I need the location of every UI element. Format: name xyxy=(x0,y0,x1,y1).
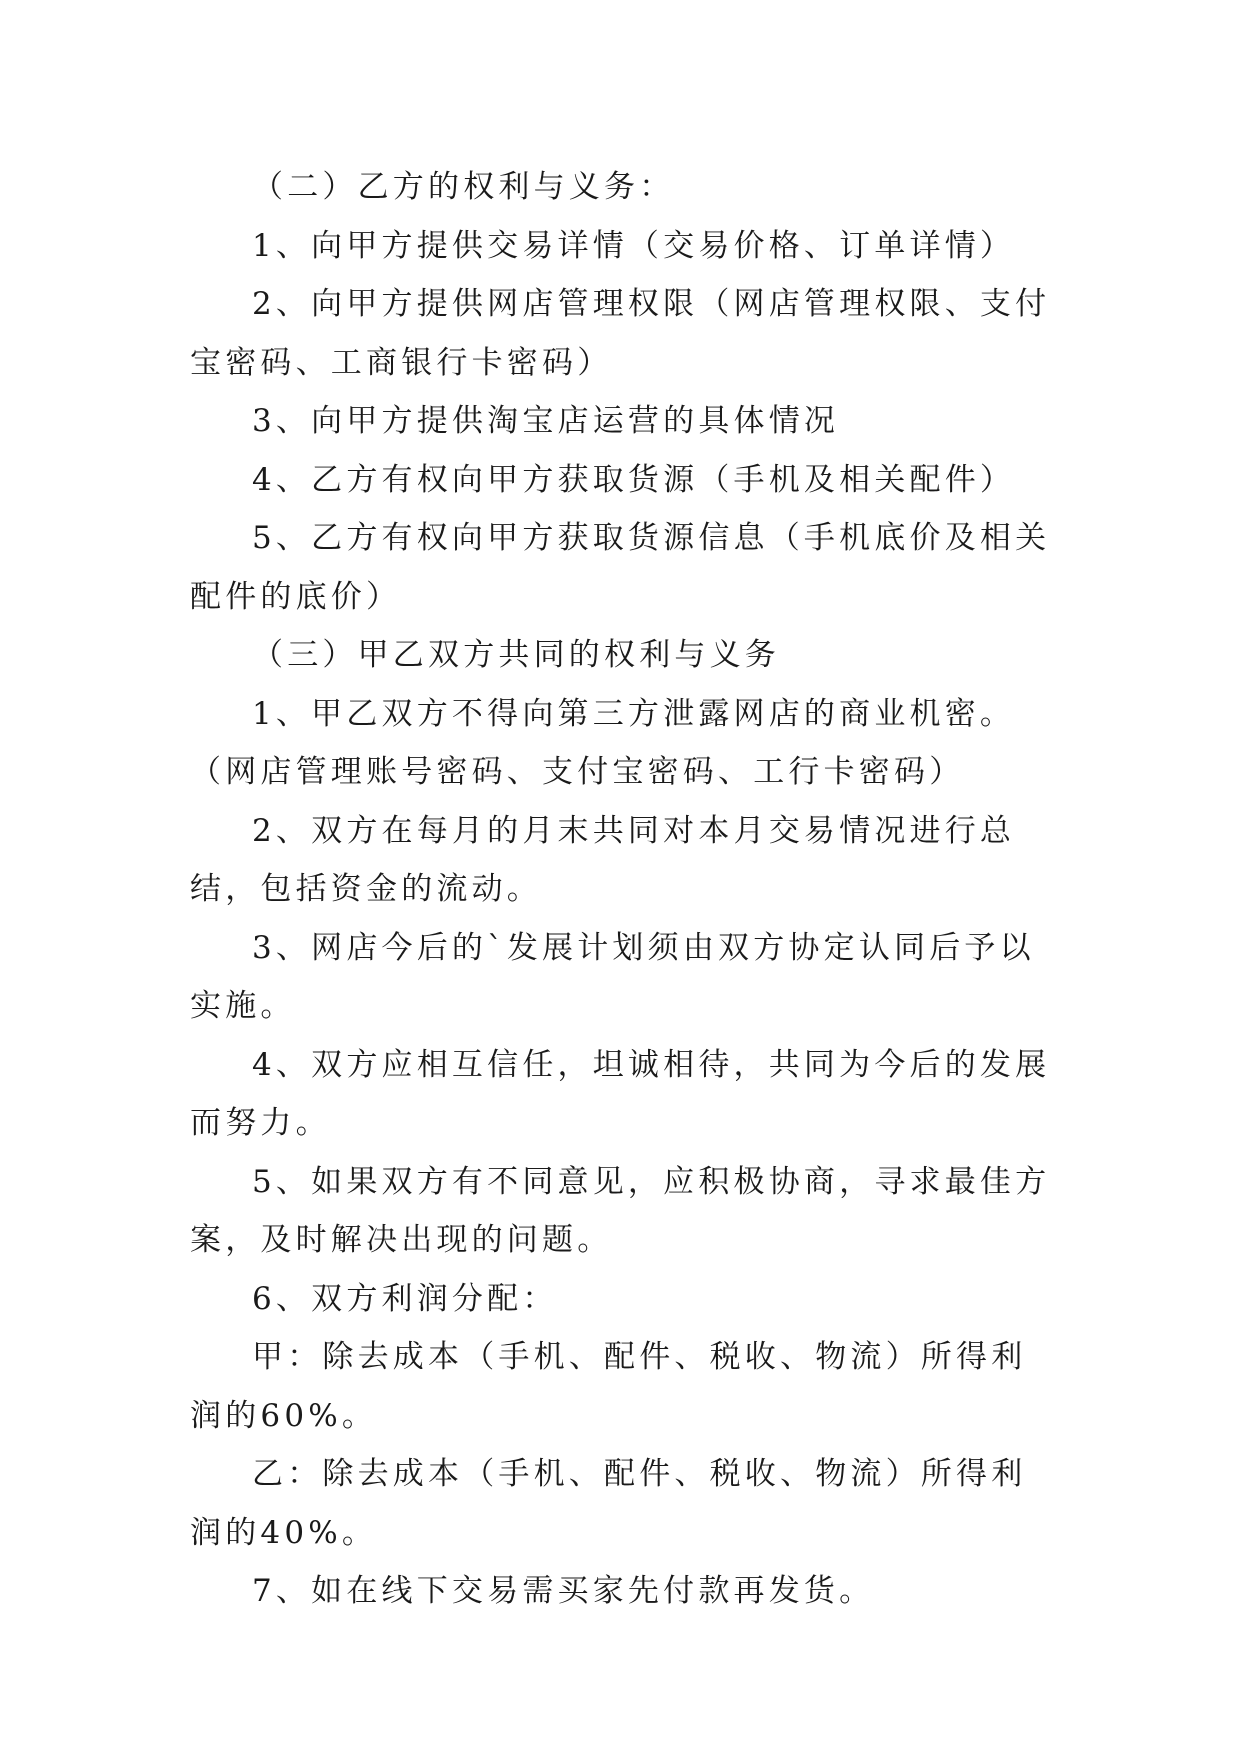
clause-3-4: 4、双方应相互信任，坦诚相待，共同为今后的发展而努力。 xyxy=(190,1046,1051,1141)
clause-3-6: 6、双方利润分配： xyxy=(252,1280,558,1317)
clause-2-1: 1、向甲方提供交易详情（交易价格、订单详情） xyxy=(252,227,1016,264)
clause-3-3: 3、网店今后的`发展计划须由双方协定认同后予以实施。 xyxy=(190,929,1035,1024)
section-heading-2: （二）乙方的权利与义务： xyxy=(252,169,675,205)
clause-2-4: 4、乙方有权向甲方获取货源（手机及相关配件） xyxy=(252,461,1016,498)
clause-3-2: 2、双方在每月的月末共同对本月交易情况进行总结，包括资金的流动。 xyxy=(190,812,1016,907)
profit-share-party-a: 甲：除去成本（手机、配件、税收、物流）所得利润的60%。 xyxy=(190,1339,1027,1434)
clause-2-5: 5、乙方有权向甲方获取货源信息（手机底价及相关配件的底价） xyxy=(190,520,1051,615)
profit-share-party-b: 乙：除去成本（手机、配件、税收、物流）所得利润的40%。 xyxy=(190,1456,1027,1551)
clause-3-5: 5、如果双方有不同意见，应积极协商，寻求最佳方案，及时解决出现的问题。 xyxy=(190,1163,1051,1258)
section-heading-3: （三）甲乙双方共同的权利与义务 xyxy=(252,637,780,673)
clause-2-3: 3、向甲方提供淘宝店运营的具体情况 xyxy=(252,403,840,439)
document-body xyxy=(190,158,1060,1621)
clause-2-2: 2、向甲方提供网店管理权限（网店管理权限、支付宝密码、工商银行卡密码） xyxy=(190,286,1051,381)
clause-3-7: 7、如在线下交易需买家先付款再发货。 xyxy=(252,1573,875,1609)
clause-3-1: 1、甲乙双方不得向第三方泄露网店的商业机密。（网店管理账号密码、支付宝密码、工行卡密码） xyxy=(190,695,1016,790)
